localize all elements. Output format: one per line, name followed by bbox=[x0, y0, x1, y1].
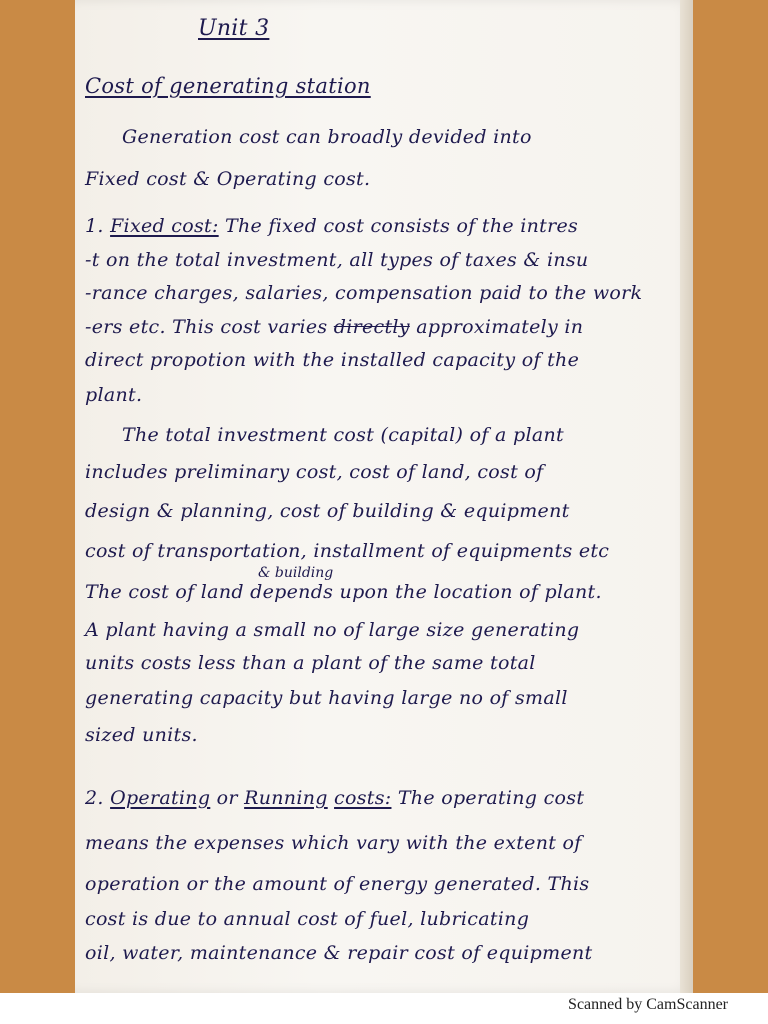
operating-cost-number: 2. bbox=[85, 787, 104, 809]
struck-word: directly bbox=[333, 316, 410, 338]
unit-title bbox=[198, 16, 269, 41]
fixed-cost-line-start: -ers etc. This cost varies bbox=[85, 316, 328, 338]
section-heading-text: Cost of generating station bbox=[85, 74, 371, 98]
operating-or: or bbox=[216, 787, 238, 809]
section-heading bbox=[85, 74, 371, 98]
operating-cost-line: means the expenses which vary with the extent of bbox=[85, 832, 582, 854]
operating-label: Operating bbox=[110, 787, 211, 809]
investment-line: includes preliminary cost, cost of land, cost of bbox=[85, 461, 544, 483]
investment-line: design & planning, cost of building & equipment bbox=[85, 500, 570, 522]
operating-cost-line: operation or the amount of energy generated. This bbox=[85, 873, 590, 895]
unit-title-text: Unit 3 bbox=[198, 16, 270, 41]
fixed-cost-line-end: approximately in bbox=[416, 316, 584, 338]
fixed-cost-line: direct propotion with the installed capacity of the bbox=[85, 349, 580, 371]
operating-cost-line: cost is due to annual cost of fuel, lubricating bbox=[85, 908, 530, 930]
operating-cost-first-line bbox=[85, 787, 584, 809]
intro-line-1: Generation cost can broadly devided into bbox=[122, 126, 532, 148]
investment-line: units costs less than a plant of the same total bbox=[85, 652, 536, 674]
fixed-cost-number: 1. bbox=[85, 215, 104, 237]
fixed-cost-line: -t on the total investment, all types of taxes & insu bbox=[85, 249, 589, 271]
investment-line: cost of transportation, installment of equipments etc bbox=[85, 540, 610, 562]
investment-line: generating capacity but having large no of small bbox=[85, 687, 568, 709]
fixed-cost-line: plant. bbox=[85, 384, 143, 406]
operating-cost-line: oil, water, maintenance & repair cost of equipment bbox=[85, 942, 593, 964]
investment-line: The total investment cost (capital) of a plant bbox=[122, 424, 564, 446]
page-edge bbox=[680, 0, 693, 993]
operating-cost-text: The operating cost bbox=[397, 787, 585, 809]
insertion-note: & building bbox=[258, 565, 334, 581]
scanner-watermark: Scanned by CamScanner bbox=[568, 996, 728, 1013]
running-label: Running bbox=[244, 787, 328, 809]
investment-line: The cost of land depends upon the location of plant. bbox=[85, 581, 602, 603]
investment-line: A plant having a small no of large size generating bbox=[85, 619, 580, 641]
fixed-cost-line-struck bbox=[85, 316, 583, 338]
investment-line: sized units. bbox=[85, 724, 198, 746]
costs-label: costs: bbox=[334, 787, 392, 809]
fixed-cost-text: The fixed cost consists of the intres bbox=[225, 215, 579, 237]
fixed-cost-line: -rance charges, salaries, compensation paid to the work bbox=[85, 282, 643, 304]
fixed-cost-label: Fixed cost: bbox=[110, 215, 219, 237]
intro-line-2: Fixed cost & Operating cost. bbox=[85, 168, 371, 190]
fixed-cost-first-line bbox=[85, 215, 578, 237]
